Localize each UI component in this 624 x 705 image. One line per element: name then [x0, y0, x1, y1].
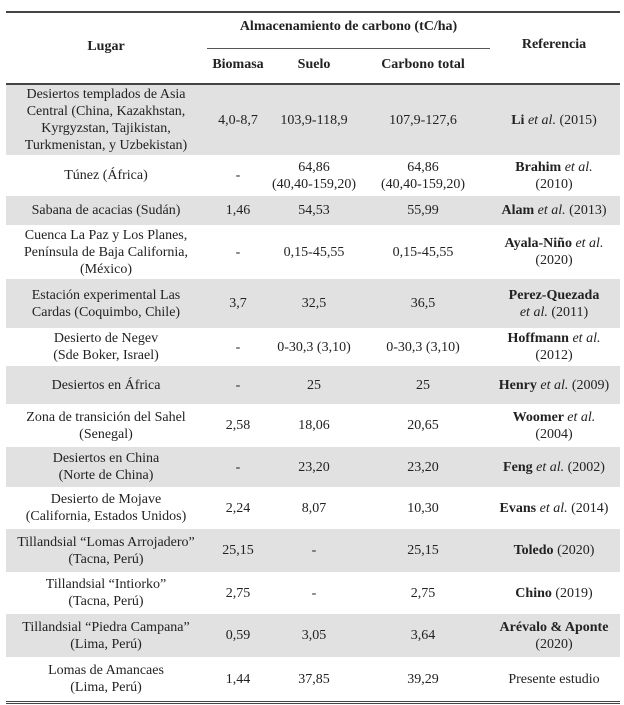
carbon-storage-table: [6, 11, 620, 704]
cell-lugar: Lomas de Amancaes (Lima, Perú): [48, 663, 164, 695]
ref-year: (2013): [565, 203, 607, 218]
header-total: Carbono total: [381, 57, 465, 72]
ref-etal: et al.: [572, 331, 601, 346]
cell-suelo: 3,05: [301, 628, 327, 643]
cell-lugar: Desierto de Mojave (California, Estados Unidos): [25, 492, 187, 524]
ref-etal: et al.: [519, 304, 548, 320]
cell-referencia: [488, 459, 620, 476]
cell-total: 0-30,3 (3,10): [386, 339, 460, 355]
cell-lugar: Desierto de Negev (Sde Boker, Israel): [53, 331, 159, 363]
ref-etal: et al.: [540, 377, 569, 393]
cell-lugar: Estación experimental Las Cardas (Coquimbo, Chile): [31, 287, 181, 320]
ref-year: (2004): [535, 426, 573, 442]
table-body: [6, 85, 620, 701]
cell-referencia: [488, 409, 620, 443]
table-row: [6, 529, 620, 572]
cell-lugar: Tillandsial “Intiorko” (Tacna, Perú): [45, 577, 167, 609]
cell-suelo: 103,9-118,9: [280, 112, 348, 128]
table-row: [6, 487, 620, 529]
cell-referencia: [488, 330, 620, 364]
ref-etal: et al.: [564, 159, 593, 175]
ref-etal: et al.: [539, 500, 568, 516]
table-row: [6, 404, 620, 447]
cell-total: 25,15: [407, 543, 439, 558]
cell-lugar: Sabana de acacias (Sudán): [31, 203, 181, 218]
cell-total: 25: [416, 377, 430, 393]
ref-year: (2015): [555, 112, 597, 128]
cell-referencia: [488, 585, 620, 602]
header-referencia: Referencia: [521, 37, 587, 52]
table-row: [6, 85, 620, 155]
table-row: [6, 657, 620, 701]
ref-author: Arévalo & Aponte: [499, 619, 609, 635]
table-row: [6, 328, 620, 366]
cell-lugar: Zona de transición del Sahel (Senegal): [26, 409, 186, 442]
ref-author: Woomer: [512, 409, 568, 425]
table-row: [6, 366, 620, 404]
cell-total: 2,75: [410, 585, 436, 601]
header-group: Almacenamiento de carbono (tC/ha): [239, 19, 458, 34]
table-row: [6, 614, 620, 657]
group-rule: [207, 48, 490, 49]
table-row: [6, 572, 620, 614]
cell-total: 39,29: [407, 671, 439, 687]
cell-referencia: [488, 500, 620, 517]
ref-author: Perez-Quezada: [508, 287, 600, 303]
cell-biomasa: 0,59: [225, 628, 251, 643]
table-row: [6, 447, 620, 487]
header-lugar: Lugar: [87, 39, 125, 54]
ref-etal: et al.: [537, 203, 566, 218]
cell-referencia: [488, 377, 620, 394]
cell-lugar: Tillandsial “Lomas Arrojadero” (Tacna, Perú): [17, 534, 195, 567]
table-header: [6, 13, 620, 85]
cell-total: 23,20: [407, 459, 439, 475]
ref-year: (2012): [535, 348, 573, 363]
cell-biomasa: -: [235, 339, 241, 355]
ref-author: Henry: [498, 377, 541, 393]
cell-suelo: 8,07: [301, 500, 327, 516]
table-row: [6, 225, 620, 279]
ref-year: (2002): [564, 459, 605, 475]
cell-biomasa: 25,15: [222, 543, 254, 558]
cell-total: 36,5: [410, 296, 436, 311]
cell-referencia: [488, 671, 620, 688]
ref-etal: et al.: [567, 409, 596, 425]
ref-year: Presente estudio: [508, 671, 600, 687]
cell-referencia: [488, 112, 620, 129]
cell-referencia: [488, 287, 620, 321]
cell-biomasa: 2,24: [225, 500, 251, 516]
cell-suelo: 37,85: [298, 671, 330, 687]
cell-biomasa: -: [235, 377, 241, 393]
ref-author: Feng: [503, 459, 537, 475]
table-row: [6, 279, 620, 328]
ref-year: (2020): [553, 543, 595, 558]
cell-suelo: 32,5: [301, 296, 327, 311]
ref-author: Toledo: [513, 543, 554, 558]
cell-lugar: Desiertos templados de Asia Central (China, Kazakhstan, Kyrgyzstan, Tajikistan, Turkmenistan, y Uzbekistan): [24, 87, 188, 153]
cell-biomasa: -: [235, 459, 241, 475]
cell-lugar: Desiertos en África: [51, 377, 161, 393]
ref-year: (2010): [535, 176, 573, 192]
ref-etal: et al.: [536, 459, 565, 475]
ref-author: Alam: [501, 203, 538, 218]
ref-author: Li: [511, 112, 528, 128]
cell-biomasa: 1,46: [225, 203, 251, 218]
cell-suelo: 23,20: [298, 459, 330, 475]
cell-referencia: [488, 542, 620, 559]
cell-total: 0,15-45,55: [392, 244, 454, 260]
ref-year: (2020): [535, 636, 573, 652]
ref-author: Chino: [515, 585, 552, 601]
cell-total: 10,30: [407, 500, 439, 516]
ref-author: Evans: [499, 500, 540, 516]
table-row: [6, 155, 620, 196]
cell-referencia: [488, 159, 620, 193]
cell-total: 3,64: [410, 628, 436, 643]
cell-total: 55,99: [407, 203, 439, 218]
cell-referencia: [488, 619, 620, 653]
cell-total: 107,9-127,6: [389, 112, 457, 128]
ref-year: (2020): [535, 253, 573, 268]
cell-biomasa: -: [235, 244, 241, 260]
ref-etal: et al.: [527, 112, 556, 128]
cell-biomasa: 4,0-8,7: [218, 112, 258, 128]
cell-suelo: 64,86 (40,40-159,20): [272, 159, 356, 192]
cell-referencia: [488, 235, 620, 269]
cell-suelo: 0-30,3 (3,10): [277, 339, 351, 355]
ref-year: (2019): [551, 585, 593, 601]
header-biomasa: Biomasa: [212, 57, 264, 72]
cell-referencia: [488, 202, 620, 219]
bottom-rule: [6, 701, 620, 704]
cell-suelo: 25: [307, 377, 321, 393]
cell-lugar: Tillandsial “Piedra Campana” (Lima, Perú): [22, 619, 190, 652]
cell-lugar: Túnez (África): [64, 168, 148, 183]
table-row: [6, 196, 620, 225]
cell-lugar: Desiertos en China (Norte de China): [52, 451, 160, 483]
cell-suelo: 54,53: [298, 203, 330, 218]
ref-etal: et al.: [575, 236, 604, 251]
cell-total: 64,86 (40,40-159,20): [381, 159, 465, 192]
cell-suelo: 18,06: [298, 418, 330, 433]
cell-biomasa: 2,58: [225, 418, 251, 433]
header-suelo: Suelo: [297, 57, 331, 72]
cell-suelo: -: [311, 585, 317, 601]
cell-total: 20,65: [407, 418, 439, 433]
ref-year: (2009): [568, 377, 610, 393]
ref-author: Ayala-Niño: [504, 236, 576, 251]
cell-biomasa: 3,7: [229, 296, 247, 311]
ref-author: Hoffmann: [507, 331, 573, 346]
cell-lugar: Cuenca La Paz y Los Planes, Península de Baja California, (México): [23, 227, 189, 277]
cell-biomasa: 2,75: [225, 585, 251, 601]
cell-suelo: -: [311, 543, 317, 558]
ref-author: Brahim: [515, 159, 565, 175]
ref-year: (2011): [547, 304, 589, 320]
cell-biomasa: 1,44: [225, 671, 251, 687]
cell-suelo: 0,15-45,55: [283, 244, 345, 260]
cell-biomasa: -: [235, 168, 241, 183]
ref-year: (2014): [567, 500, 609, 516]
